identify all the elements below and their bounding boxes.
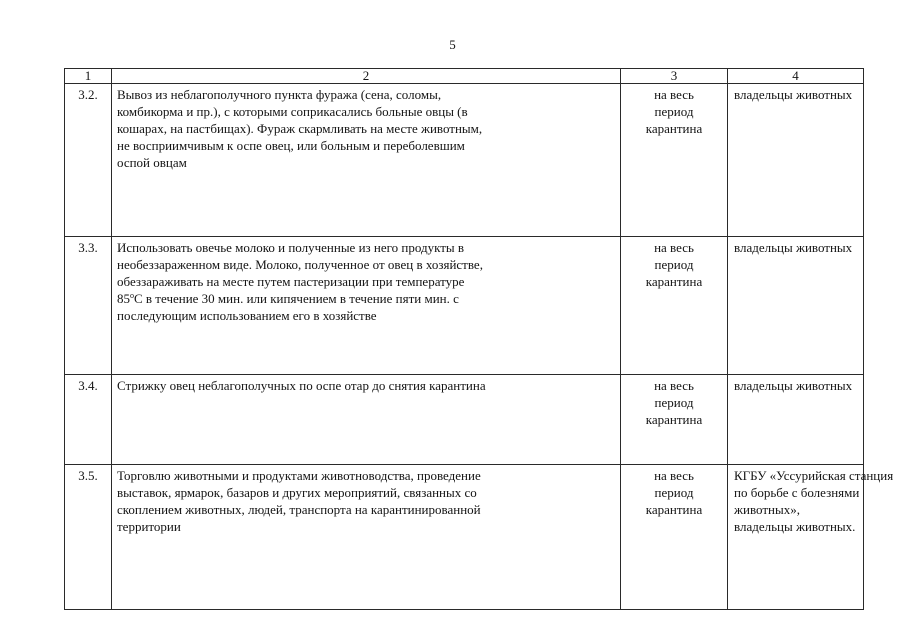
text-line: Вывоз из неблагополучного пункта фуража (сена, соломы, <box>117 87 442 102</box>
period-line: на весь <box>654 240 694 255</box>
text-line: скоплением животных, людей, транспорта на карантинированной <box>117 502 481 517</box>
text-line: Стрижку овец неблагополучных по оспе отар до снятия карантина <box>117 378 486 393</box>
responsible-cell <box>728 375 864 465</box>
temperature-value: 85 <box>117 291 130 306</box>
row-number: 3.2. <box>65 84 112 237</box>
column-header-3: 3 <box>621 69 728 84</box>
period-line: карантина <box>645 121 703 136</box>
text-line: территории <box>117 519 181 534</box>
text-line: комбикорма и пр.), с которыми соприкасались больные овцы (в <box>117 104 468 119</box>
column-header-4: 4 <box>728 69 864 84</box>
degree-mark: o <box>130 291 134 300</box>
text-line-with-temperature <box>117 290 616 307</box>
period-line: карантина <box>645 412 703 427</box>
row-number: 3.4. <box>65 375 112 465</box>
table-row <box>65 375 864 465</box>
period-line: период <box>654 257 694 272</box>
text-line: кошарах, на пастбищах). Фураж скармливать на месте животным, <box>117 121 483 136</box>
text-line: оспой овцам <box>117 155 187 170</box>
table-row <box>65 237 864 375</box>
row-number: 3.3. <box>65 237 112 375</box>
text-line: необеззараженном виде. Молоко, полученное от овец в хозяйстве, <box>117 257 483 272</box>
period-line: на весь <box>654 87 694 102</box>
temperature-unit: C <box>134 291 143 306</box>
period-cell <box>621 84 728 237</box>
period-line: карантина <box>645 274 703 289</box>
responsible-line: владельцы животных <box>734 240 853 255</box>
text-line: Использовать овечье молоко и полученные из него продукты в <box>117 240 465 255</box>
period-line: период <box>654 104 694 119</box>
period-line: карантина <box>645 502 703 517</box>
text-line: выставок, ярмарок, базаров и других мероприятий, связанных со <box>117 485 477 500</box>
text-line: Торговлю животными и продуктами животноводства, проведение <box>117 468 481 483</box>
measure-text <box>112 237 621 375</box>
period-line: период <box>654 395 694 410</box>
period-line: период <box>654 485 694 500</box>
responsible-line: КГБУ «Уссурийская станция <box>734 468 894 483</box>
measure-text <box>112 84 621 237</box>
column-header-1: 1 <box>65 69 112 84</box>
period-line: на весь <box>654 378 694 393</box>
table-row <box>65 465 864 610</box>
measure-text <box>112 465 621 610</box>
text-line: обеззараживать на месте путем пастеризации при температуре <box>117 274 465 289</box>
period-cell <box>621 375 728 465</box>
text-line-rest: в течение 30 мин. или кипячением в течение пяти мин. с <box>145 291 459 306</box>
measures-table <box>64 68 894 610</box>
responsible-line: владельцы животных. <box>734 519 856 534</box>
table-header-row <box>65 69 864 84</box>
row-number: 3.5. <box>65 465 112 610</box>
responsible-cell <box>728 237 864 375</box>
period-cell <box>621 465 728 610</box>
text-line: последующим использованием его в хозяйстве <box>117 308 377 323</box>
measure-text <box>112 375 621 465</box>
column-header-2: 2 <box>112 69 621 84</box>
responsible-line: животных», <box>734 502 800 517</box>
period-line: на весь <box>654 468 694 483</box>
responsible-line: по борьбе с болезнями <box>734 485 860 500</box>
period-cell <box>621 237 728 375</box>
table-row <box>65 84 864 237</box>
responsible-cell <box>728 84 864 237</box>
page-number: 5 <box>449 37 456 52</box>
responsible-line: владельцы животных <box>734 378 853 393</box>
responsible-line: владельцы животных <box>734 87 853 102</box>
text-line: не восприимчивым к оспе овец, или больным и переболевшим <box>117 138 465 153</box>
responsible-cell <box>728 465 894 610</box>
